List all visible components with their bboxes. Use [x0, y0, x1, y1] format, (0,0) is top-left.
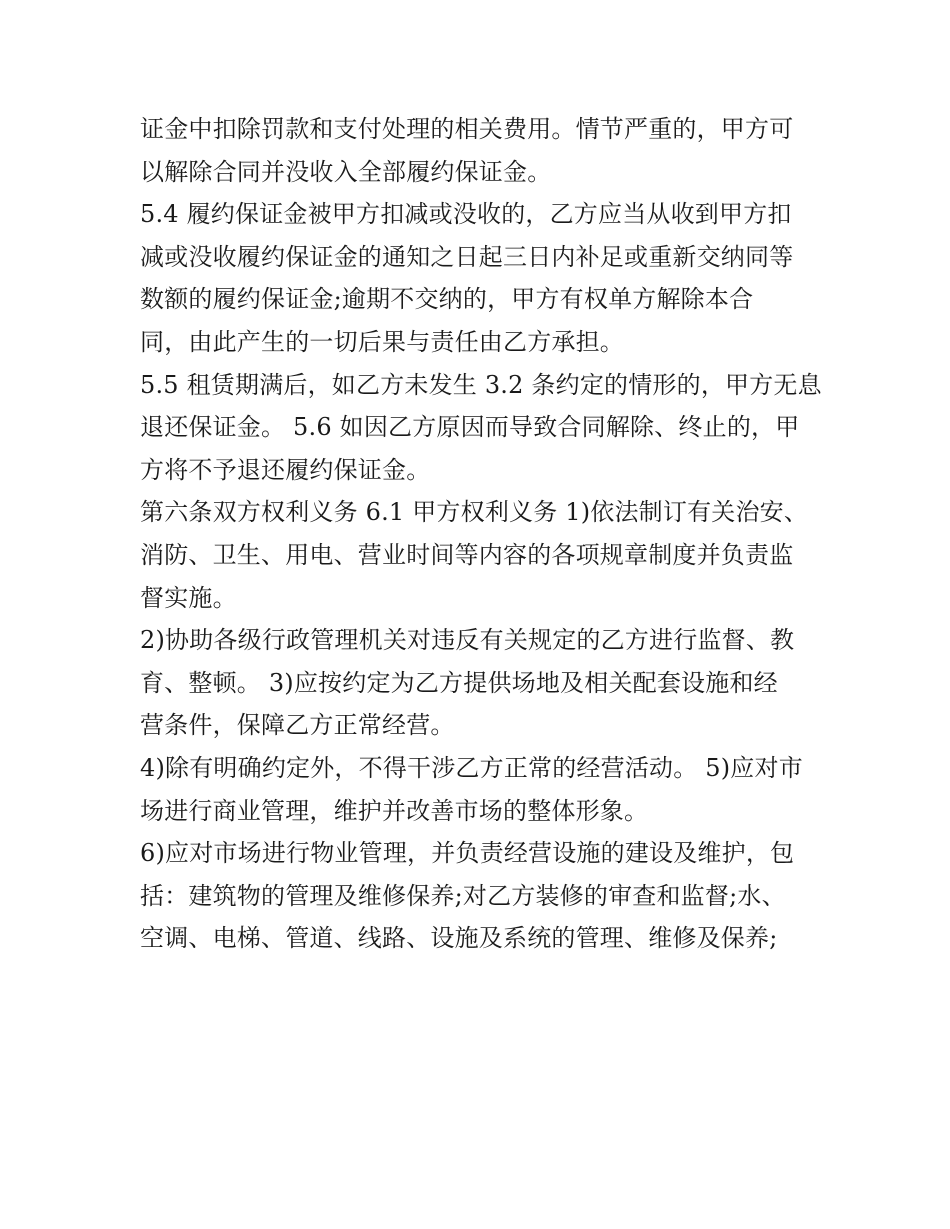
text-line: 消防、卫生、用电、营业时间等内容的各项规章制度并负责监	[140, 540, 794, 569]
document-body	[140, 108, 830, 960]
text-line: 育、整顿。 3)应按约定为乙方提供场地及相关配套设施和经	[140, 668, 778, 697]
text-line: 4)除有明确约定外，不得干涉乙方正常的经营活动。 5)应对市	[140, 753, 803, 782]
text-line: 括：建筑物的管理及维修保养;对乙方装修的审查和监督;水、	[140, 881, 786, 910]
text-line: 减或没收履约保证金的通知之日起三日内补足或重新交纳同等	[140, 242, 794, 271]
text-line: 6)应对市场进行物业管理，并负责经营设施的建设及维护，包	[140, 839, 795, 868]
text-line: 5.4 履约保证金被甲方扣减或没收的，乙方应当从收到甲方扣	[140, 200, 792, 229]
text-line: 方将不予退还履约保证金。	[140, 455, 431, 484]
text-line: 场进行商业管理，维护并改善市场的整体形象。	[140, 796, 649, 825]
text-line: 营条件，保障乙方正常经营。	[140, 711, 455, 740]
text-line: 5.5 租赁期满后，如乙方未发生 3.2 条约定的情形的，甲方无息	[140, 370, 822, 399]
text-line: 以解除合同并没收入全部履约保证金。	[140, 157, 552, 186]
text-line: 退还保证金。 5.6 如因乙方原因而导致合同解除、终止的，甲	[140, 413, 800, 442]
text-line: 证金中扣除罚款和支付处理的相关费用。情节严重的，甲方可	[140, 115, 794, 143]
text-line: 同，由此产生的一切后果与责任由乙方承担。	[140, 327, 624, 356]
text-line: 空调、电梯、管道、线路、设施及系统的管理、维修及保养;	[140, 924, 778, 953]
text-line: 第六条双方权利义务 6.1 甲方权利义务 1)依法制订有关治安、	[140, 498, 809, 527]
text-line: 督实施。	[140, 583, 237, 612]
text-line: 2)协助各级行政管理机关对违反有关规定的乙方进行监督、教	[140, 626, 795, 655]
text-line: 数额的履约保证金;逾期不交纳的，甲方有权单方解除本合	[140, 285, 754, 314]
